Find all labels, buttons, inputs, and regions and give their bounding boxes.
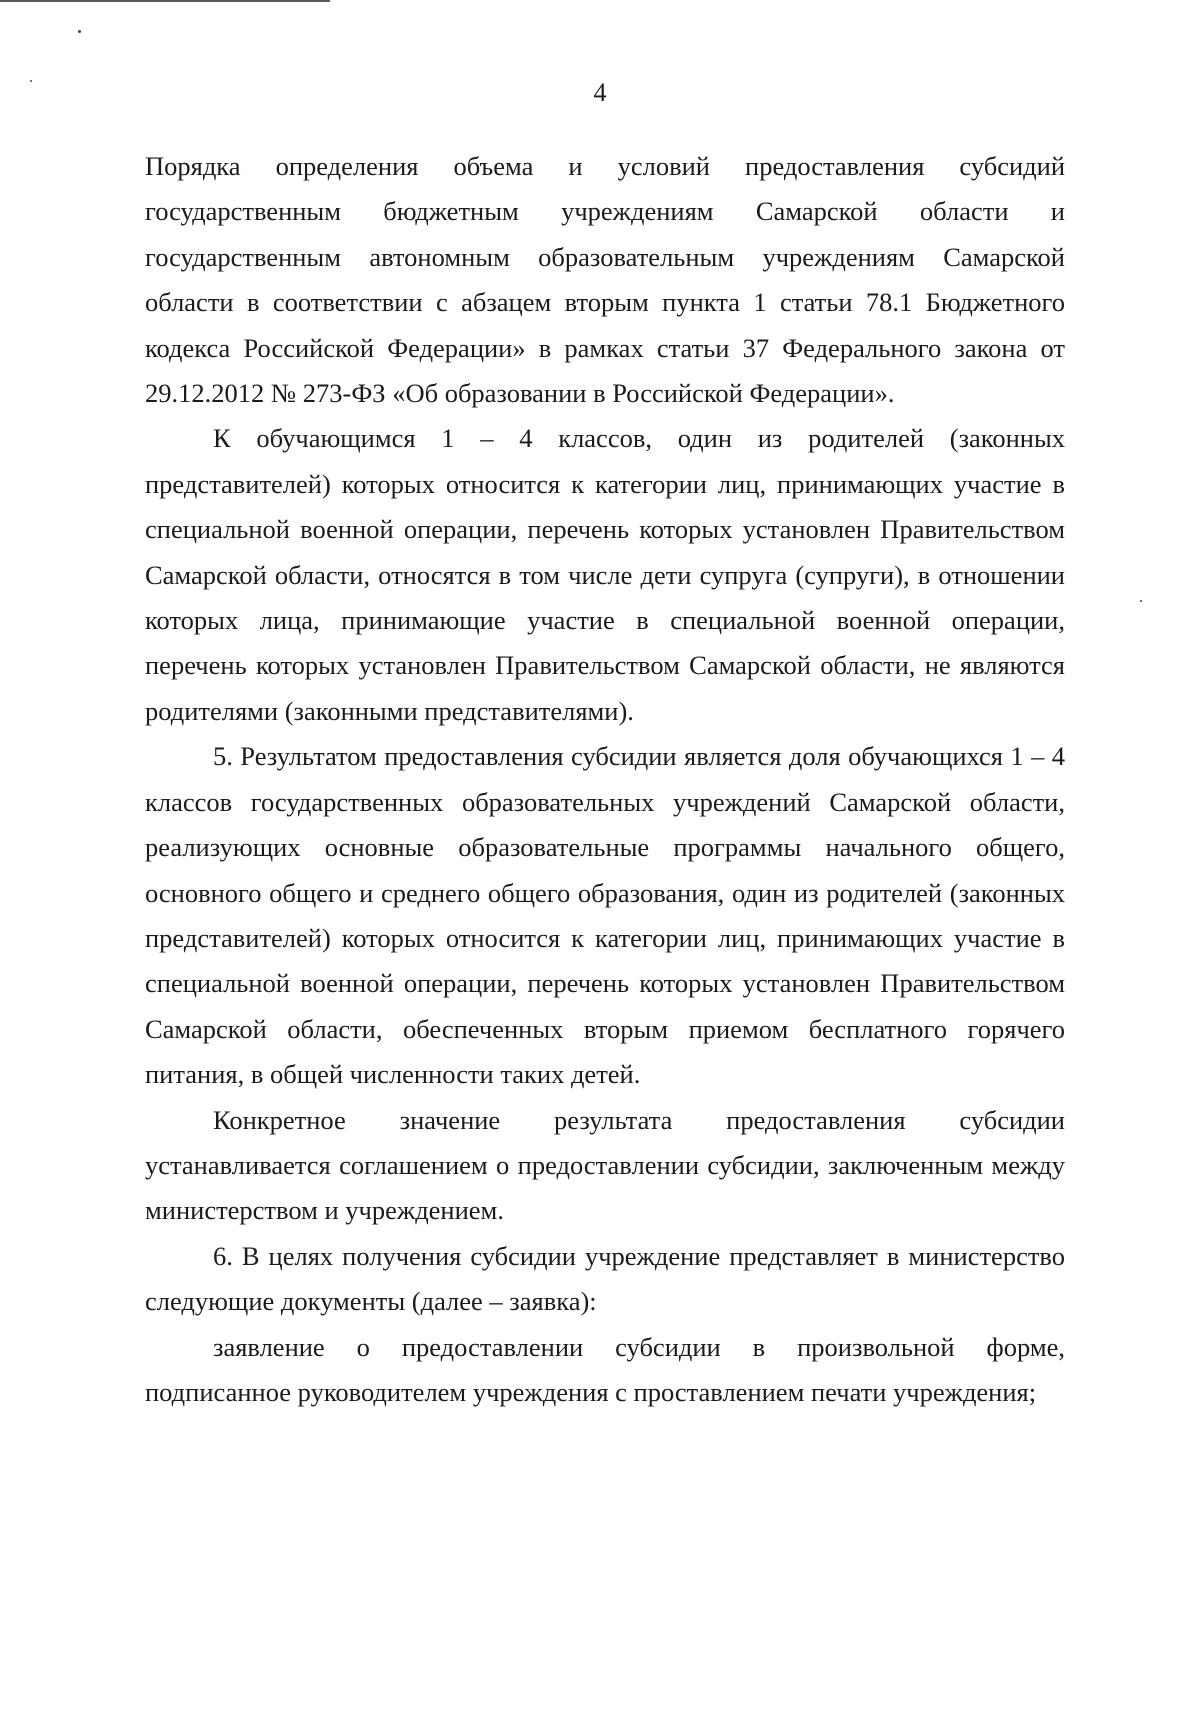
scan-speck <box>78 30 81 33</box>
paragraph: К обучающимся 1 – 4 классов, один из родителей (законных представителей) которых относится к категории лиц, принимающих участие в специальной военной операции, перечень которых установлен Правительством Самарской области, относятся в том числе дети супруга (супруги), в отношении которых лица, принимающие участие в специальной военной операции, перечень которых установлен Правительством Самарской области, не являются родителями (законными представителями). <box>145 423 1065 726</box>
paragraph: Конкретное значение результата предоставления субсидии устанавливается соглашением о предоставлении субсидии, заключенным между министерством и учреждением. <box>145 1104 1065 1226</box>
paragraph: заявление о предоставлении субсидии в произвольной форме, подписанное руководителем учреждения с проставлением печати учреждения; <box>145 1331 1065 1407</box>
paragraph: 6. В целях получения субсидии учреждение представляет в министерство следующие документы (далее – заявка): <box>145 1240 1065 1317</box>
page-number: 4 <box>593 78 607 107</box>
paragraph: Порядка определения объема и условий предоставления субсидий государственным бюджетным учреждениям Самарской области и государственным автономным образовательным учреждениям Самарской области в соответствии с абзацем вторым пункта 1 статьи 78.1 Бюджетного кодекса Российской Федерации» в рамках статьи 37 Федерального закона от 29.12.2012 № 273-ФЗ «Об образовании в Российской Федерации». <box>145 151 1065 409</box>
document-body <box>145 144 1065 1415</box>
scan-edge-line <box>0 0 330 2</box>
scan-speck <box>1140 600 1142 602</box>
paragraph: 5. Результатом предоставления субсидии является доля обучающихся 1 – 4 классов государственных образовательных учреждений Самарской области, реализующих основные образовательные программы начального общего, основного общего и среднего общего образования, один из родителей (законных представителей) которых относится к категории лиц, принимающих участие в специальной военной операции, перечень которых установлен Правительством Самарской области, обеспеченных вторым приемом бесплатного горячего питания, в общей численности таких детей. <box>145 741 1065 1090</box>
